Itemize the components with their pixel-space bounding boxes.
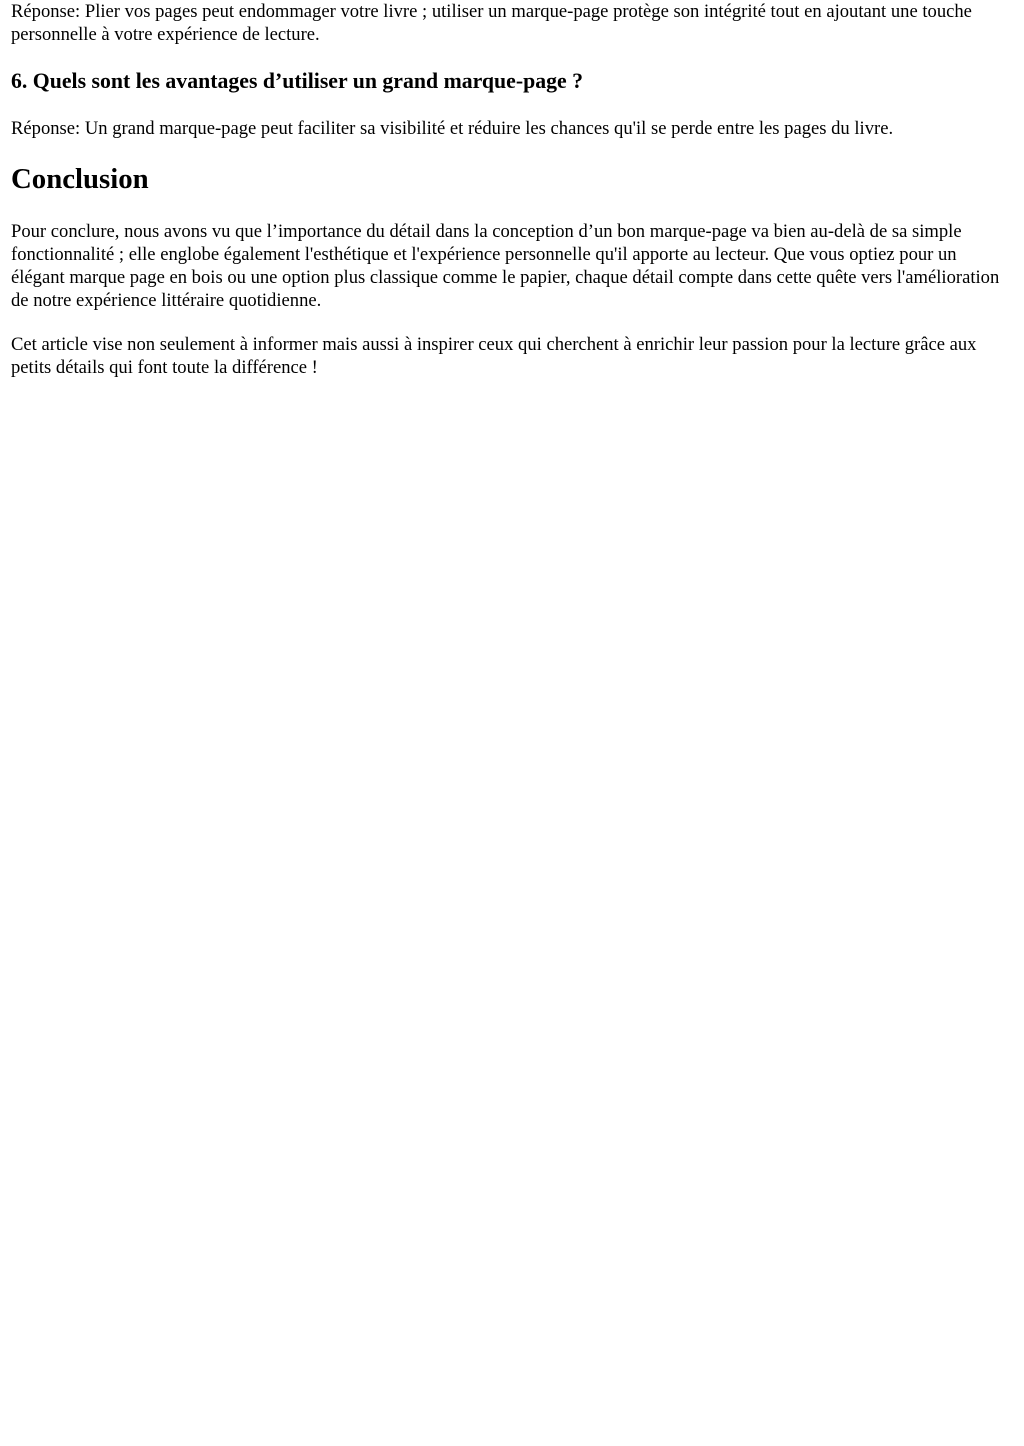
faq-answer-6: Réponse: Un grand marque-page peut faciliter sa visibilité et réduire les chances qu'il se perde entre les pages du livre. <box>11 118 894 139</box>
conclusion-paragraph-2: Cet article vise non seulement à informer mais aussi à inspirer ceux qui cherchent à enrichir leur passion pour la lecture grâce aux petits détails qui font toute la différence ! <box>11 334 977 378</box>
article-content <box>0 0 1024 379</box>
faq-question-6: 6. Quels sont les avantages d’utiliser un grand marque-page ? <box>11 69 584 93</box>
conclusion-heading: Conclusion <box>11 163 149 195</box>
conclusion-paragraph-1: Pour conclure, nous avons vu que l’importance du détail dans la conception d’un bon marque-page va bien au-delà de sa simple fonctionnalité ; elle englobe également l'esthétique et l'expérience personnelle qu'il apporte au lecteur. Que vous optiez pour un élégant marque page en bois ou une option plus classique comme le papier, chaque détail compte dans cette quête vers l'amélioration de notre expérience littéraire quotidienne. <box>11 221 1000 311</box>
faq-answer-5: Réponse: Plier vos pages peut endommager votre livre ; utiliser un marque-page protège son intégrité tout en ajoutant une touche personnelle à votre expérience de lecture. <box>11 1 972 45</box>
